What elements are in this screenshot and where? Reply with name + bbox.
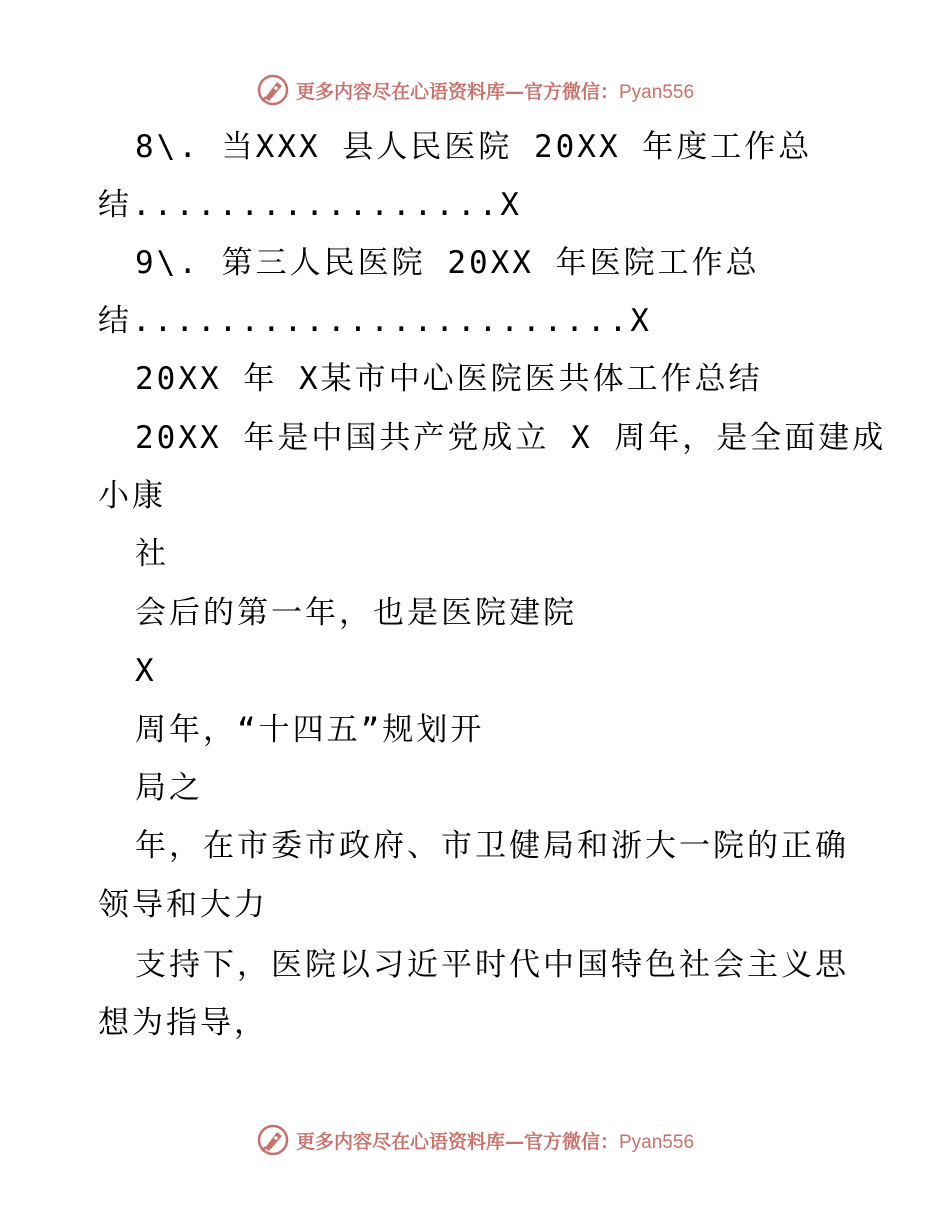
text-line: 20XX 年 X某市中心医院医共体工作总结 xyxy=(135,361,763,397)
text-line: 小康 xyxy=(98,478,166,514)
footer-banner-text: 更多内容尽在心语资料库—官方微信：Pyan556 xyxy=(295,1130,695,1153)
text-line: 结.................X xyxy=(98,187,522,223)
wechat-id: Pyan556 xyxy=(619,81,695,103)
text-line: X xyxy=(135,653,157,689)
header-banner-text: 更多内容尽在心语资料库—官方微信：Pyan556 xyxy=(295,80,695,103)
footer-banner xyxy=(0,1120,950,1160)
text-line: 8\. 当XXX 县人民医院 20XX 年度工作总 xyxy=(135,129,813,165)
text-line: 9\. 第三人民医院 20XX 年医院工作总 xyxy=(135,245,760,281)
text-line: 20XX 年是中国共产党成立 X 周年，是全面建成 xyxy=(135,420,887,456)
text-line: 会后的第一年，也是医院建院 xyxy=(135,595,577,631)
text-line: 领导和大力 xyxy=(98,887,268,923)
text-line: 想为指导， xyxy=(98,1005,268,1041)
text-line: 结.......................X xyxy=(98,303,652,339)
pen-nib-logo-icon xyxy=(256,1123,290,1157)
text-line: 局之 xyxy=(135,770,203,806)
text-line: 社 xyxy=(135,536,169,572)
text-line: 年，在市委市政府、市卫健局和浙大一院的正确 xyxy=(135,828,849,864)
wechat-id: Pyan556 xyxy=(619,1131,695,1153)
text-line: 支持下，医院以习近平时代中国特色社会主义思 xyxy=(135,947,849,983)
text-line: 周年，“十四五”规划开 xyxy=(135,712,485,748)
